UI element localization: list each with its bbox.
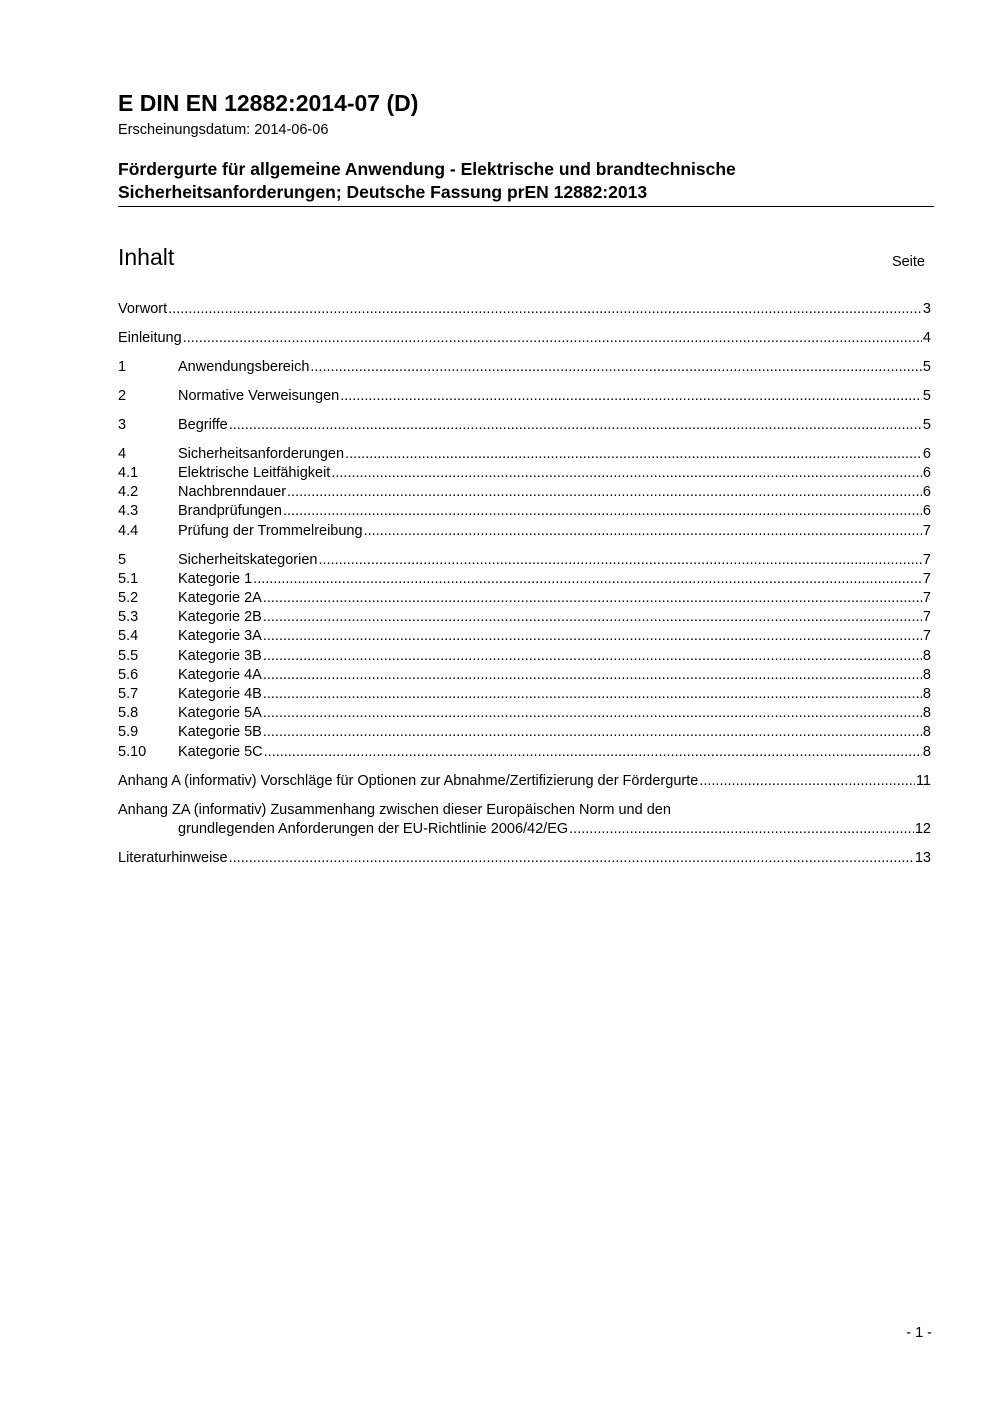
table-of-contents <box>118 300 931 868</box>
toc-entry-5-4[interactable] <box>118 627 931 646</box>
toc-entry-page: 7 <box>922 628 931 645</box>
toc-entry-page: 5 <box>922 416 931 433</box>
toc-entry-page: 5 <box>922 358 931 375</box>
toc-entry-title: Literaturhinweise <box>118 849 228 866</box>
toc-entry-title: Kategorie 3A <box>178 628 262 645</box>
toc-leader-dots <box>253 570 922 589</box>
toc-entry-bibliography[interactable] <box>118 849 931 868</box>
toc-entry-5-1[interactable] <box>118 570 931 589</box>
toc-entry-number: 4.3 <box>118 503 139 520</box>
toc-entry-title: Anhang A (informativ) Vorschläge für Optionen zur Abnahme/Zertifizierung der Fördergurte <box>118 772 699 789</box>
toc-entry-page: 8 <box>922 647 931 664</box>
toc-leader-dots <box>263 704 922 723</box>
title-divider <box>118 206 934 207</box>
toc-entry-page: 7 <box>922 522 931 539</box>
toc-leader-dots <box>264 743 922 762</box>
toc-entry-4-4[interactable] <box>118 522 931 541</box>
toc-entry-number: 5.8 <box>118 705 139 722</box>
toc-entry-page: 6 <box>922 484 931 501</box>
page-number: - 1 - <box>906 1325 932 1341</box>
toc-entry-annex-a[interactable] <box>118 772 931 791</box>
toc-entry-5[interactable] <box>118 551 931 570</box>
toc-leader-dots <box>263 627 922 646</box>
publication-date: Erscheinungsdatum: 2014-06-06 <box>118 122 329 138</box>
toc-entry-title: Nachbrenndauer <box>178 484 287 501</box>
toc-entry-annex-za[interactable] <box>118 801 931 820</box>
toc-leader-dots <box>263 647 922 666</box>
document-id: E DIN EN 12882:2014-07 (D) <box>118 90 419 116</box>
toc-entry-page: 7 <box>922 551 931 568</box>
toc-heading: Inhalt <box>118 244 175 270</box>
toc-leader-dots <box>229 416 922 435</box>
toc-entry-title: Anhang ZA (informativ) Zusammenhang zwischen dieser Europäischen Norm und den <box>118 801 671 818</box>
toc-entry-1[interactable] <box>118 358 931 377</box>
toc-entry-number: 3 <box>118 416 127 433</box>
toc-entry-page: 7 <box>922 590 931 607</box>
toc-entry-annex-za-continued[interactable] <box>118 820 931 839</box>
toc-entry-vorwort[interactable] <box>118 300 931 319</box>
toc-leader-dots <box>168 300 922 319</box>
toc-entry-title: grundlegenden Anforderungen der EU-Richtlinie 2006/42/EG <box>178 820 569 837</box>
toc-entry-page: 8 <box>922 724 931 741</box>
toc-entry-number: 5.3 <box>118 609 139 626</box>
document-title-line-2: Sicherheitsanforderungen; Deutsche Fassung prEN 12882:2013 <box>118 182 648 202</box>
document-title <box>118 158 934 204</box>
toc-entry-title: Kategorie 2A <box>178 590 262 607</box>
toc-entry-5-3[interactable] <box>118 608 931 627</box>
toc-page-column-label: Seite <box>891 254 925 270</box>
toc-entry-number: 5.7 <box>118 685 139 702</box>
toc-entry-page: 6 <box>922 445 931 462</box>
toc-entry-title: Kategorie 2B <box>178 609 262 626</box>
toc-entry-5-6[interactable] <box>118 666 931 685</box>
toc-entry-title: Kategorie 5C <box>178 743 263 760</box>
toc-entry-number: 5 <box>118 551 127 568</box>
toc-leader-dots <box>569 820 914 839</box>
toc-leader-dots <box>263 608 922 627</box>
toc-entry-einleitung[interactable] <box>118 329 931 348</box>
toc-entry-page: 3 <box>922 301 931 317</box>
toc-entry-page: 8 <box>922 743 931 760</box>
toc-entry-title: Begriffe <box>178 416 228 433</box>
toc-entry-page: 8 <box>922 685 931 702</box>
toc-leader-dots <box>263 685 922 704</box>
toc-leader-dots <box>318 551 921 570</box>
toc-leader-dots <box>287 483 922 502</box>
toc-entry-page: 13 <box>914 849 931 866</box>
toc-entry-4-3[interactable] <box>118 502 931 521</box>
document-title-line-1: Fördergurte für allgemeine Anwendung - Elektrische und brandtechnische <box>118 159 736 179</box>
toc-entry-page: 7 <box>922 609 931 626</box>
toc-entry-number: 2 <box>118 387 127 404</box>
toc-entry-title: Kategorie 5A <box>178 705 262 722</box>
toc-entry-title: Normative Verweisungen <box>178 387 340 404</box>
toc-leader-dots <box>340 387 922 406</box>
toc-entry-title: Einleitung <box>118 329 182 346</box>
toc-entry-5-5[interactable] <box>118 647 931 666</box>
toc-leader-dots <box>364 522 922 541</box>
toc-entry-5-2[interactable] <box>118 589 931 608</box>
toc-entry-page: 5 <box>922 387 931 404</box>
toc-entry-page: 12 <box>914 820 931 837</box>
toc-entry-5-10[interactable] <box>118 743 931 762</box>
toc-entry-5-8[interactable] <box>118 704 931 723</box>
toc-entry-number: 5.4 <box>118 628 139 645</box>
toc-leader-dots <box>699 772 915 791</box>
toc-leader-dots <box>345 445 922 464</box>
toc-leader-dots <box>263 723 922 742</box>
toc-entry-number: 4.1 <box>118 465 139 482</box>
toc-entry-title: Kategorie 4A <box>178 666 262 683</box>
toc-entry-number: 4 <box>118 445 127 462</box>
toc-entry-4-2[interactable] <box>118 483 931 502</box>
toc-entry-number: 5.9 <box>118 724 139 741</box>
toc-entry-title: Kategorie 1 <box>178 570 253 587</box>
toc-entry-title: Vorwort <box>118 301 168 317</box>
toc-leader-dots <box>310 358 922 377</box>
toc-entry-number: 5.10 <box>118 743 147 760</box>
toc-entry-number: 5.5 <box>118 647 139 664</box>
toc-entry-number: 4.4 <box>118 522 139 539</box>
toc-entry-title: Elektrische Leitfähigkeit <box>178 465 331 482</box>
toc-entry-5-9[interactable] <box>118 723 931 742</box>
toc-leader-dots <box>331 464 922 483</box>
toc-entry-title: Kategorie 4B <box>178 685 262 702</box>
toc-entry-page: 6 <box>922 465 931 482</box>
toc-entry-title: Anwendungsbereich <box>178 358 310 375</box>
toc-entry-title: Kategorie 5B <box>178 724 262 741</box>
toc-leader-dots <box>183 329 922 348</box>
toc-entry-3[interactable] <box>118 416 931 435</box>
toc-entry-2[interactable] <box>118 387 931 406</box>
toc-entry-page: 4 <box>922 329 931 346</box>
toc-entry-number: 5.1 <box>118 570 139 587</box>
toc-leader-dots <box>263 589 922 608</box>
toc-entry-title: Kategorie 3B <box>178 647 262 664</box>
toc-entry-title: Sicherheitsanforderungen <box>178 445 345 462</box>
toc-entry-number: 4.2 <box>118 484 139 501</box>
toc-entry-4[interactable] <box>118 445 931 464</box>
toc-entry-title: Brandprüfungen <box>178 503 282 520</box>
toc-entry-5-7[interactable] <box>118 685 931 704</box>
toc-entry-title: Prüfung der Trommelreibung <box>178 522 363 539</box>
toc-entry-number: 5.2 <box>118 590 139 607</box>
toc-entry-page: 8 <box>922 666 931 683</box>
toc-entry-4-1[interactable] <box>118 464 931 483</box>
toc-entry-number: 5.6 <box>118 666 139 683</box>
toc-entry-page: 7 <box>922 570 931 587</box>
toc-entry-title: Sicherheitskategorien <box>178 551 318 568</box>
toc-entry-page: 11 <box>915 772 931 789</box>
toc-entry-number: 1 <box>118 358 127 375</box>
toc-leader-dots <box>263 666 922 685</box>
toc-entry-page: 8 <box>922 705 931 722</box>
toc-leader-dots <box>283 502 922 521</box>
toc-entry-page: 6 <box>922 503 931 520</box>
toc-leader-dots <box>229 849 914 868</box>
